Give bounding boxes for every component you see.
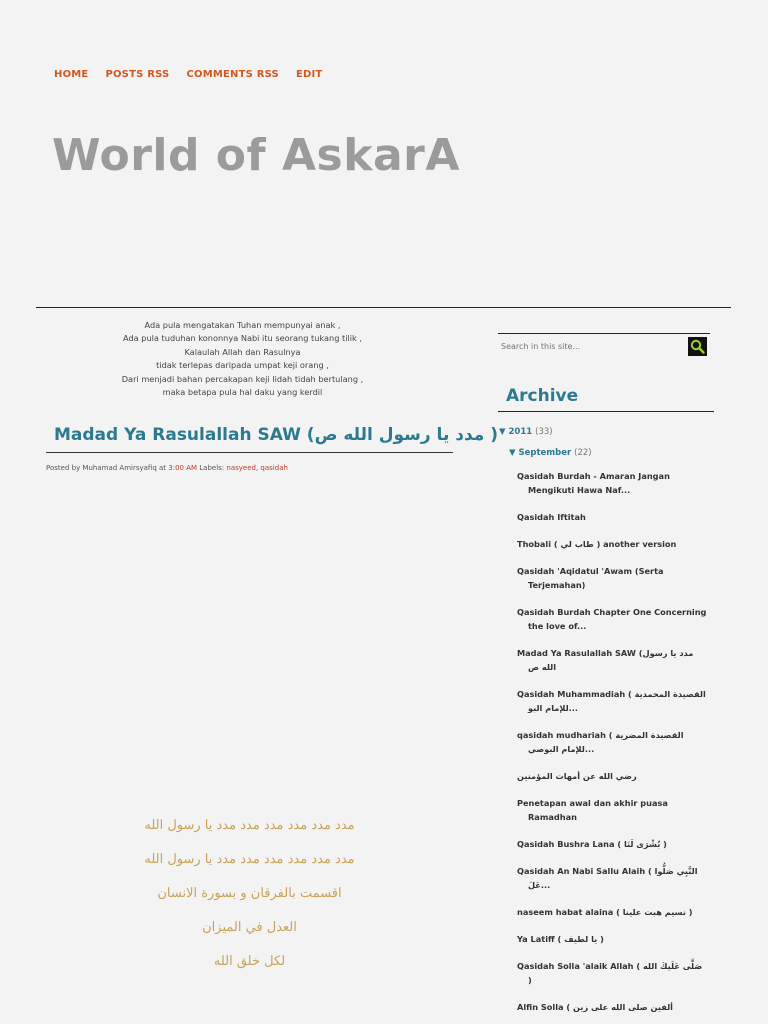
archive-post-link[interactable]: Qasidah Iftitah (517, 512, 586, 522)
archive-post-link[interactable]: Thobali ( طاب لي ) another version (517, 539, 677, 549)
blog-title[interactable]: World of AskarA (52, 130, 460, 181)
search-input[interactable] (501, 338, 681, 354)
post-author: Posted by Muhamad Amirsyafiq at (46, 464, 169, 472)
archive-year-toggle[interactable] (499, 427, 553, 437)
poem-line: Ada pula tuduhan kononnya Nabi itu seorang tukang tilik , (123, 333, 362, 344)
archive-month-count: (22) (574, 448, 592, 458)
archive-post-link[interactable]: naseem habat alaina ( نسيم هبت علينا ) (517, 907, 693, 917)
nav-edit-link[interactable]: EDIT (295, 69, 323, 80)
nav-posts-rss-link[interactable]: POSTS RSS (105, 69, 170, 80)
nav-home-link[interactable]: HOME (54, 69, 89, 80)
post-time-link[interactable]: 3:00 AM (168, 464, 198, 472)
archive-month-toggle[interactable] (509, 448, 592, 458)
archive-post-link[interactable]: Qasidah An Nabi Sallu Alaih ( النَّبِي صَلُّوا عَلَ... (517, 866, 698, 890)
archive-post-list (517, 469, 707, 1024)
archive-post-link[interactable]: Qasidah Burdah Chapter One Concerning the love of... (517, 607, 707, 631)
archive-post-link[interactable]: Alfin Solla ( ألفين صلى الله على زين (517, 1002, 673, 1012)
archive-post-link[interactable]: رضي الله عن أمهات المؤمنين (517, 771, 637, 781)
arabic-line: مدد مدد مدد مدد مدد مدد يا رسول الله (144, 818, 355, 833)
top-navigation (54, 69, 322, 80)
archive-post-link[interactable]: Madad Ya Rasulallah SAW (مدد يا رسول الله ص (517, 648, 694, 672)
search-divider (498, 333, 710, 334)
archive-post-link[interactable]: qasidah mudhariah ( القصيدة المضرية للإمام البوصي... (517, 730, 684, 754)
archive-post-link[interactable]: Qasidah Bushra Lana ( بُشْرَى لَنَا ) (517, 839, 667, 849)
poem-line: maka betapa pula hal daku yang kerdil (162, 387, 323, 398)
poem-line: Dari menjadi bahan percakapan keji lidah tidah bertulang , (121, 373, 364, 384)
post-meta (46, 464, 288, 472)
post-body-arabic (46, 818, 453, 988)
archive-divider (498, 411, 714, 412)
archive-post-link[interactable]: Qasidah Solla 'alaik Allah ( صَلَّى عَلَيكَ الله ) (517, 961, 703, 985)
nav-comments-rss-link[interactable]: COMMENTS RSS (186, 69, 279, 80)
archive-month-label[interactable]: ▼ September (509, 448, 572, 458)
poem-line: Ada pula mengatakan Tuhan mempunyai anak , (144, 320, 341, 330)
arabic-line: مدد مدد مدد مدد مدد مدد يا رسول الله (144, 852, 355, 867)
header-poem (46, 319, 439, 399)
label-separator: , (255, 464, 261, 472)
archive-post-link[interactable]: Qasidah Burdah - Amaran Jangan Mengikuti Hawa Naf... (517, 471, 670, 495)
poem-line: Kalaulah Allah dan Rasulnya (184, 346, 301, 357)
label-link-nasyeed[interactable]: nasyeed (226, 464, 256, 472)
poem-line: tidak terlepas daripada umpat keji orang , (156, 360, 329, 371)
archive-heading: Archive (506, 386, 579, 406)
post-title-divider (46, 452, 453, 453)
archive-post-link[interactable]: Qasidah Muhammadiah ( القصيدة المحمدية للإمام البو... (517, 689, 706, 713)
arabic-line: اقسمت بالفرقان و بسورة الانسان (157, 886, 342, 901)
archive-post-link[interactable]: Ya Latiff ( يا لطيف ) (517, 934, 604, 944)
arabic-line: لكل خلق الله (213, 954, 286, 969)
archive-post-link[interactable]: Qasidah 'Aqidatul 'Awam (Serta Terjemahan) (517, 566, 664, 590)
search-icon (690, 339, 705, 354)
label-link-qasidah[interactable]: qasidah (260, 464, 288, 472)
post-labels-prefix: Labels: (197, 464, 227, 472)
search-button[interactable] (688, 337, 707, 356)
archive-year-label[interactable]: ▼ 2011 (499, 427, 533, 437)
post-title[interactable]: Madad Ya Rasulallah SAW (مدد يا رسول الله ص ) (54, 425, 499, 445)
archive-post-link[interactable]: Penetapan awal dan akhir puasa Ramadhan (517, 798, 668, 822)
arabic-line: العدل في الميزان (202, 920, 297, 935)
header-divider (36, 307, 731, 308)
archive-year-count: (33) (535, 427, 553, 437)
